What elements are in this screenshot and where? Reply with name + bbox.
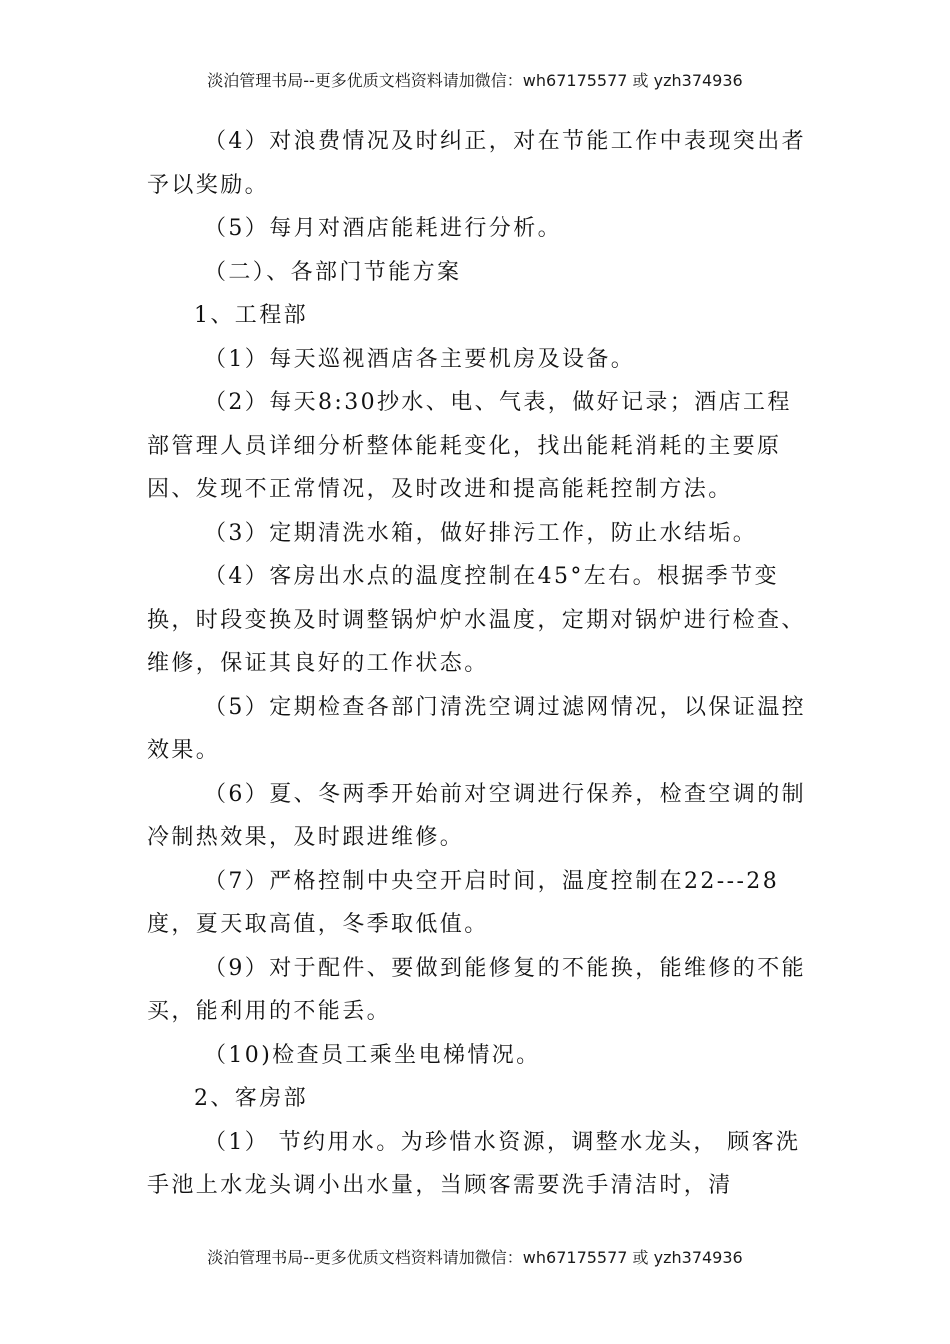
page-footer: 淡泊管理书局--更多优质文档资料请加微信：wh67175577 或 yzh374936 <box>207 1248 743 1267</box>
paragraph-4-waste-correction: （4）对浪费情况及时纠正，对在节能工作中表现突出者予以奖励。 <box>147 129 806 198</box>
engineering-item-1: （1）每天巡视酒店各主要机房及设备。 <box>204 346 636 372</box>
engineering-item-7: （7）严格控制中央空开启时间，温度控制在22---28度，夏天取高值，冬季取低值。 <box>147 868 780 937</box>
engineering-item-6: （6）夏、冬两季开始前对空调进行保养，检查空调的制冷制热效果，及时跟进维修。 <box>147 781 806 850</box>
engineering-item-5: （5）定期检查各部门清洗空调过滤网情况，以保证温控效果。 <box>147 694 806 763</box>
engineering-item-10: （10)检查员工乘坐电梯情况。 <box>204 1042 541 1068</box>
page-header: 淡泊管理书局--更多优质文档资料请加微信：wh67175577 或 yzh374936 <box>207 71 743 90</box>
paragraph-5-monthly-analysis: （5）每月对酒店能耗进行分析。 <box>204 216 562 241</box>
housekeeping-item-1: （1） 节约用水。为珍惜水资源，调整水龙头， 顾客洗手池上水龙头调小出水量，当顾客需要洗手清洁时，清 <box>147 1129 801 1198</box>
subsection-engineering: 1、工程部 <box>194 303 308 328</box>
engineering-item-9: （9）对于配件、要做到能修复的不能换，能维修的不能买，能利用的不能丢。 <box>147 955 806 1024</box>
engineering-item-2: （2）每天8:30抄水、电、气表，做好记录；酒店工程部管理人员详细分析整体能耗变化，找出能耗消耗的主要原因、发现不正常情况，及时改进和提高能耗控制方法。 <box>147 390 792 502</box>
subsection-housekeeping: 2、客房部 <box>194 1086 308 1111</box>
section-heading-departments: （二）、各部门节能方案 <box>204 259 462 285</box>
document-body <box>147 120 807 1208</box>
engineering-item-3: （3）定期清洗水箱，做好排污工作，防止水结垢。 <box>204 520 758 546</box>
engineering-item-4: （4）客房出水点的温度控制在45°左右。根据季节变换，时段变换及时调整锅炉炉水温度，定期对锅炉进行检查、维修，保证其良好的工作状态。 <box>147 564 806 676</box>
